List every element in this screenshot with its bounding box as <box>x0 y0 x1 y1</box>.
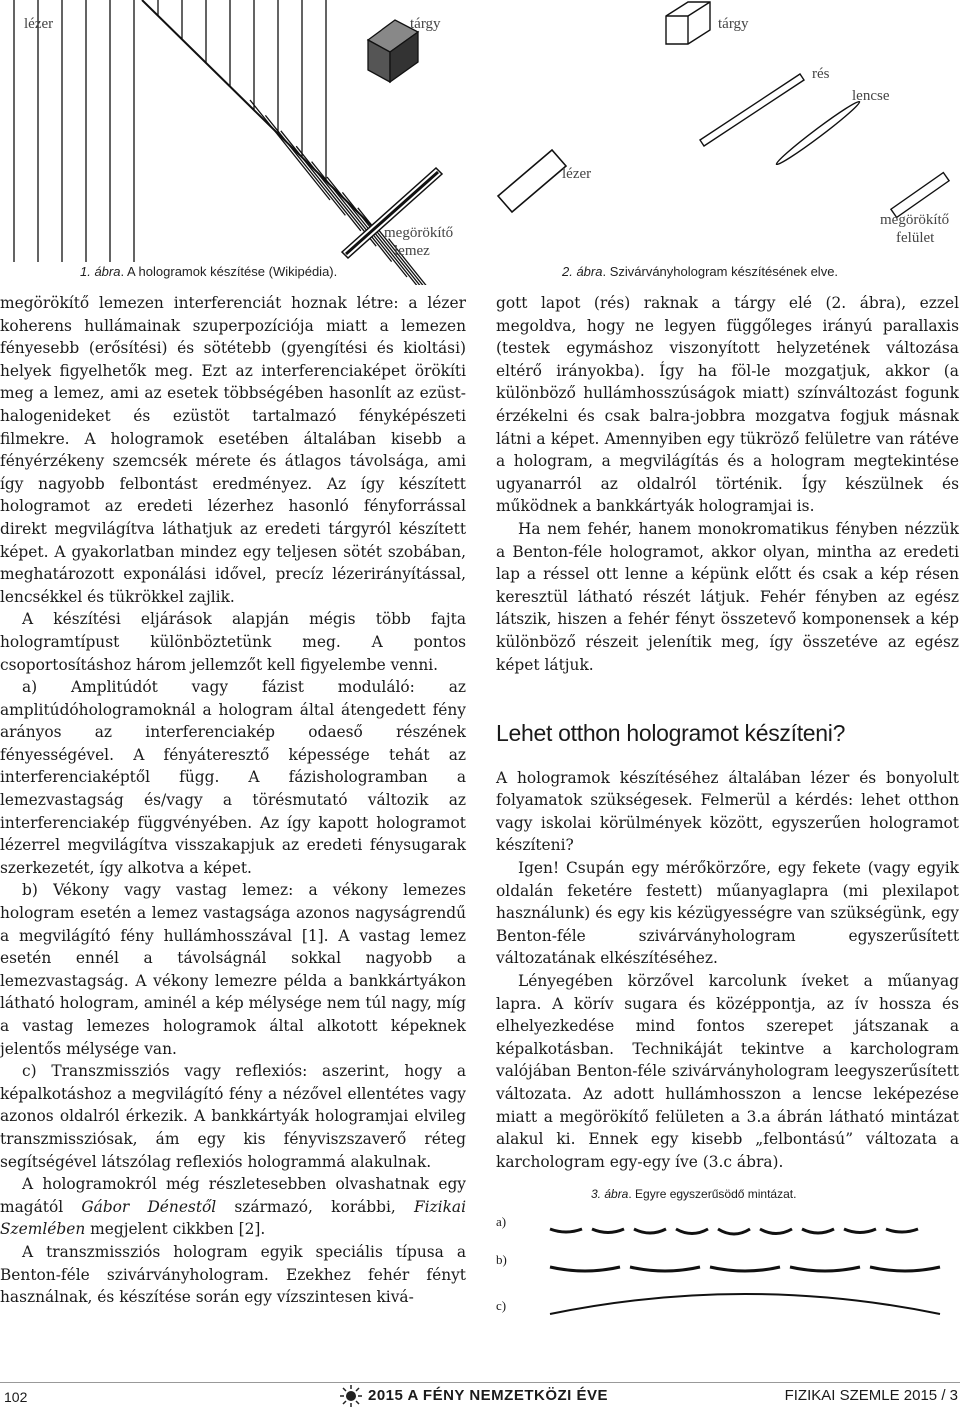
arc-stroke-a <box>634 1229 666 1233</box>
left-paragraph-reference <box>0 1173 466 1241</box>
sun-logo-icon <box>340 1385 362 1407</box>
left-column <box>0 292 466 1309</box>
author-name: Gábor Dénestől <box>81 1197 217 1216</box>
figure1-caption <box>80 264 337 279</box>
fig2-label-surface: megörökítő <box>880 212 950 228</box>
text-span: A hologramokról még részletesebben olvashatnak egy magától <box>0 1175 466 1216</box>
arc-stroke-a <box>592 1229 624 1233</box>
left-paragraph: b) Vékony vagy vastag lemez: a vékony lemezes hologram esetén a lemez vastagsága azonos nagyságrendű a megvilágító fény hullámhosszával [1]. A vastag lemez esetén ennél a távolságnál sokkal nagyobb a lemezvastagság. A vékony lemezre példa a bankkártyákon látható hologram, aminél a kép mélysége nem túl nagy, míg a vastag lemezes hologramok által alkotott képeknek jelentős mélysége van. <box>0 881 466 1058</box>
section-heading: Lehet otthon hologramot készíteni? <box>496 720 846 747</box>
figure3-label-c: c) <box>496 1298 507 1314</box>
figure2-caption-num: 2. ábra <box>562 264 603 279</box>
figure2-caption-text: . Szivárványhologram készítésének elve. <box>602 264 839 279</box>
text-span: megjelent cikkben [2]. <box>85 1220 266 1239</box>
arc-stroke-b <box>790 1267 860 1271</box>
right-paragraph: Ha nem fehér, hanem monokromatikus fényben nézzük a Benton-féle hologramot, akkor olyan, mintha az eredeti lap a réssel ott lenne a képünk előtt és csak a kép résen keresztül látható részét látjuk. Fehér fényben az egész látszik, hiszen a fehér fényt összetevő komponensek a kép különböző részeit jelenítik meg, így összetéve az egész képet látjuk. <box>496 519 959 674</box>
fig1-label-laser: lézer <box>24 16 54 32</box>
arc-stroke-b <box>630 1267 700 1271</box>
arc-stroke-b <box>550 1267 620 1271</box>
arc-stroke-a <box>676 1229 708 1234</box>
arc-stroke-a <box>886 1229 918 1232</box>
page-footer <box>0 1382 960 1409</box>
figure2-caption <box>562 264 838 279</box>
left-paragraph: c) Transzmissziós vagy reflexiós: aszerint, hogy a képalkotáshoz a megvilágító fény a nézővel ellentétes vagy azonos oldalról érkezik. A bankkártyák hologramjai elvileg transzmissziósak, ám egy kis fényviszszaverő réteg segítségével látszólag reflexiós hologrammá alakulnak. <box>0 1062 466 1171</box>
figure3 <box>496 1183 959 1353</box>
page-number: 102 <box>4 1389 28 1405</box>
figure3-drawing <box>520 1199 960 1349</box>
left-paragraph: A készítési eljárások alapján mégis több fajta hologramtípust különböztetünk meg. A pontos csoportosításhoz három jellemzőt kell figyelembe venni. <box>0 610 466 674</box>
fig2-label-object: tárgy <box>718 16 749 32</box>
figure2-drawing <box>498 2 949 217</box>
fig1-label-plate: megörökítő <box>384 225 454 241</box>
arc-stroke-b <box>710 1267 780 1271</box>
fig2-label-slit: rés <box>812 66 830 82</box>
left-paragraph: A transzmissziós hologram egyik speciális típusa a Benton-féle szivárványhologram. Ezekhez fehér fényt használnak, és készítése során egy vízszintesen kivá- <box>0 1242 466 1307</box>
fig1-label-plate2: lemez <box>394 243 430 259</box>
left-paragraph: a) Amplitúdót vagy fázist moduláló: az amplitúdóhologramoknál a hologram által átengedett fény arányos az interferenciakép odaeső részének fényességével. A fényáteresztő képessége tehát az interferenciaképtől függ. A fázishologramban a lemezvastagság és/vagy a törésmutató változik az interferenciakép függvényében. Az így kapott hologramot lézerrel megvilágítva visszakapjuk az eredeti fénysugarak szerkezetét, így alkotva a képet. <box>0 678 466 877</box>
right-paragraph: Lényegében körzővel karcolunk íveket a műanyag lapra. A körív sugara és középpontja, az ív hossza és elhelyezkedése mind fontos szerepet játszanak a képalkotásban. Technikáját tekintve a karchologram valójában Benton-féle szivárványhologram leegyszerűsített változata. Az adott hullámhosszon a lencse leképezése miatt a megörökítő felületen a 3.a ábrán látható mintázat alakul ki. Ennek egy kisebb „felbontású” változata a karchologram egy-egy íve (3.c ábra). <box>496 972 959 1171</box>
fig2-label-lens: lencse <box>852 88 890 104</box>
arc-stroke-a <box>844 1229 876 1233</box>
journal-name: Fizikai Szemlében <box>0 1197 466 1239</box>
figure1-caption-num: 1. ábra <box>80 264 121 279</box>
right-paragraph: Igen! Csupán egy mérőkörzőre, egy fekete (vagy egyik oldalán feketére festett) műanyaglapra (mi plexilapot használunk) és egy kis kézügyességre van szükségünk, egy Benton-féle szivárványhologram egyszerűsített változatának elkészítéséhez. <box>496 859 959 968</box>
arc-stroke-a <box>760 1229 792 1234</box>
figure3-label-b: b) <box>496 1252 507 1268</box>
figure1-caption-text: . A hologramok készítése (Wikipédia). <box>120 264 338 279</box>
arc-stroke-c <box>550 1294 940 1314</box>
figure-drawings <box>0 0 960 285</box>
figure3-label-a: a) <box>496 1214 507 1230</box>
arc-stroke-a <box>802 1229 834 1233</box>
figure3-caption-num: 3. ábra <box>591 1187 629 1202</box>
right-paragraph: A hologramok készítéséhez általában lézer és bonyolult folyamatok szükségesek. Felmerül a kérdés: lehet otthon vagy iskolai körülmények között, egyszerűen hologramot készíteni? <box>496 768 959 855</box>
fig2-label-laser: lézer <box>562 166 592 182</box>
right-paragraph: gott lapot (rés) raknak a tárgy elé (2. ábra), ezzel megoldva, hogy ne legyen függőleges irányú parallaxis (testek egymáshoz viszonyított helyzetének változása eltérő irányokba). Így ha föl-le mozgatjuk, akkor (a különböző hullámhosszúságok miatt) színváltozást fogunk érzékelni és csak balra-jobbra mozgatva fogjuk másnak látni a képet. Amennyiben egy tükröző felületre van rátéve a hologram, a megvilágítás és a hologram megtekintése ugyanarról az oldalról történik. Így készülnek és működnek a bankkártyák hologramjai is. <box>496 294 959 516</box>
arc-stroke-a <box>718 1229 750 1234</box>
right-column <box>496 292 959 1353</box>
figure3-caption-text: . Egyre egyszerűsödő mintázat. <box>628 1187 797 1202</box>
left-paragraph: megörökítő lemezen interferenciát hoznak létre: a lézer koherens hullámainak szuperpozíciója miatt a lemezen fényesebb (erősítési) és sötétebb (gyengítési és kioltási) helyek figyelhetők meg. Ezt az interferenciaképet örökíti meg a lemez, ami az esetek többségében hasonlít az ezüst-halogenideket és ezüstöt tartalmazó fényképészeti filmekre. A hologramok esetében általában kisebb a fényérzékeny szemcsék mérete és átlagos távolsága, ami így nagyobb felbontást eredményez. Az így készített hologramot az eredeti lézerhez hasonló fényforrással direkt megvilágítva láthatjuk az eredeti tárgyról készített képet. A gyakorlatban mindez egy teljesen sötét szobában, meghatározott exponálási idővel, precíz lézerirányítással, lencsékkel és tükrökkel zajlik. <box>0 294 466 606</box>
journal-issue: FIZIKAI SZEMLE 2015 / 3 <box>784 1387 958 1404</box>
figures-area <box>0 0 960 285</box>
text-span: származó, korábbi, <box>216 1197 414 1216</box>
fig2-label-surface2: felület <box>896 230 935 246</box>
year-of-light-title: 2015 A FÉNY NEMZETKÖZI ÉVE <box>368 1387 608 1404</box>
arc-stroke-a <box>550 1229 582 1232</box>
arc-stroke-b <box>870 1267 940 1271</box>
fig1-label-object: tárgy <box>410 16 441 32</box>
